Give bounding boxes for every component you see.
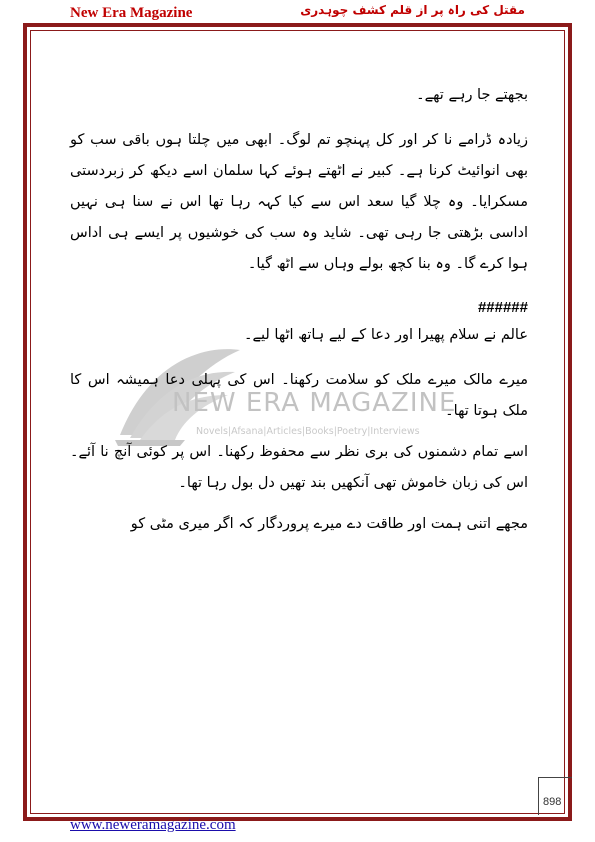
magazine-name: New Era Magazine <box>70 5 193 21</box>
paragraph: اسے تمام دشمنوں کی بری نظر سے محفوظ رکھنا۔ اس پر کوئی آنچ نا آئے۔ اس کی زبان خاموش تھی آنکھیں بند تھیں دل بول رہا تھا۔ <box>70 444 528 491</box>
page-number: 898 <box>543 796 562 808</box>
novel-credit: مقتل کی راہ پر از قلم کشف چوہدری <box>300 3 525 17</box>
paragraph: زیادہ ڈرامے نا کر اور کل پہنچو تم لوگ۔ ابھی میں چلتا ہوں باقی سب کو بھی انوائیٹ کرنا ہے۔ کبیر نے اٹھتے ہوئے کہا سلمان اسے دیکھ کر زبردستی مسکرایا۔ وہ چلا گیا سعد اس سے کیا کہہ رہا تھا اس نے سنا ہی نہیں اداسی بڑھتی جا رہی تھی۔ شاید وہ سب کی خوشیوں پر ایسے ہی اداس ہوا کرے گا۔ وہ بنا کچھ بولے وہاں سے اٹھ گیا۔ <box>70 132 528 272</box>
paragraph: میرے مالک میرے ملک کو سلامت رکھنا۔ اس کی پہلی دعا ہمیشہ اس کا ملک ہوتا تھا۔ <box>70 372 528 419</box>
article-body <box>70 70 528 540</box>
watermark-title: NEW ERA MAGAZINE <box>172 388 457 418</box>
paragraph: مجھے اتنی ہمت اور طاقت دے میرے پروردگار کہ اگر میری مٹی کو <box>130 516 528 532</box>
paragraph: بجھتے جا رہے تھے۔ <box>416 87 528 103</box>
paragraph: عالم نے سلام پھیرا اور دعا کے لیے ہاتھ اٹھا لیے۔ <box>244 327 528 343</box>
website-link[interactable]: www.neweramagazine.com <box>70 817 236 833</box>
watermark-subtitle: Novels|Afsana|Articles|Books|Poetry|Interviews <box>196 426 420 437</box>
section-separator: ###### <box>477 299 528 316</box>
